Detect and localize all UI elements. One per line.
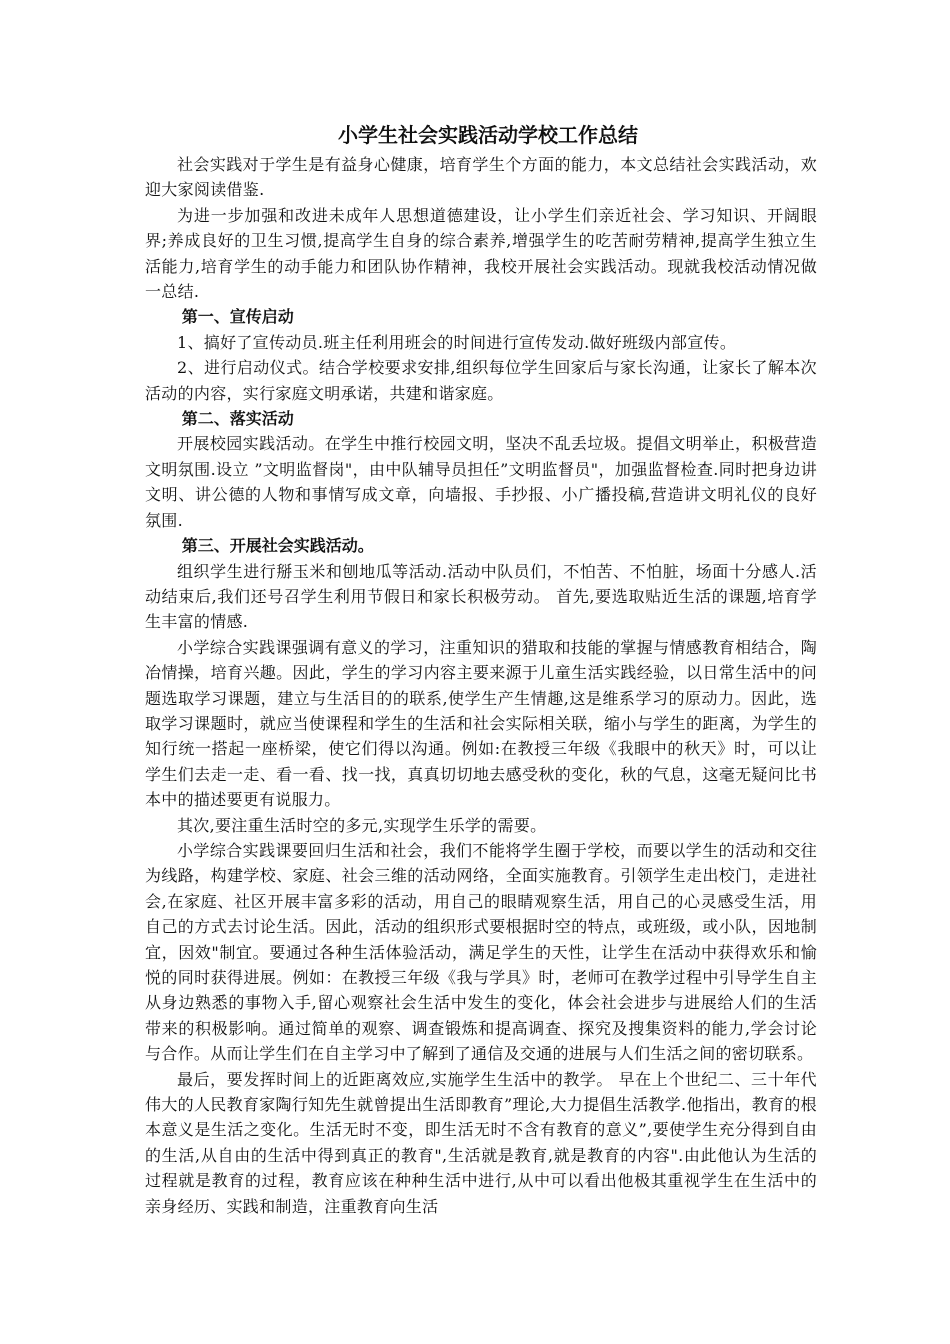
section-3-paragraph-1: 组织学生进行掰玉米和刨地瓜等活动.活动中队员们，不怕苦、不怕脏，场面十分感人.活动结束后,我们还号召学生利用节假日和家长积极劳动。 首先,要选取贴近生活的课题,培育学生丰富的情感. [145,561,817,632]
section-3-paragraph-4: 小学综合实践课要回归生活和社会，我们不能将学生圈于学校，而要以学生的活动和交往为线路，构建学校、家庭、社会三维的活动网络，全面实施教育。引领学生走出校门，走进社会,在家庭、社区开展丰富多彩的活动，用自己的眼睛观察生活，用自己的心灵感受生活，用自己的方式去讨论生活。因此，活动的组织形式要根据时空的特点，或班级，或小队，因地制宜，因效"制宜。要通过各种生活体验活动，满足学生的天性，让学生在活动中获得欢乐和愉悦的同时获得进展。例如：在教授三年级《我与学具》时，老师可在教学过程中引导学生自主从身边熟悉的事物入手,留心观察社会生活中发生的变化，体会社会进步与进展给人们的生活带来的积极影响。通过简单的观察、调查锻炼和提高调查、探究及搜集资料的能力,学会讨论与合作。从而让学生们在自主学习中了解到了通信及交通的进展与人们生活之间的密切联系。 [145,840,817,1064]
section-3-paragraph-2: 小学综合实践课强调有意义的学习，注重知识的猎取和技能的掌握与情感教育相结合，陶冶情操，培育兴趣。因此，学生的学习内容主要来源于儿童生活实践经验，以日常生活中的问题选取学习课题，建立与生活目的的联系,使学生产生情趣,这是维系学习的原动力。因此，选取学习课题时，就应当使课程和学生的生活和社会实际相关联，缩小与学生的距离，为学生的知行统一搭起一座桥梁，使它们得以沟通。例如:在教授三年级《我眼中的秋天》时，可以让学生们去走一走、看一看、找一找，真真切切地去感受秋的变化，秋的气息，这毫无疑问比书本中的描述要更有说服力。 [145,637,817,810]
section-3-paragraph-5: 最后，要发挥时间上的近距离效应,实施学生生活中的教学。 早在上个世纪二、三十年代伟大的人民教育家陶行知先生就曾提出生活即教育”理论,大力提倡生活教学.他指出，教育的根本意义是生活之变化。生活无时不变，即生活无时不含有教育的意义”,要使学生充分得到自由的生活,从自由的生活中得到真正的教育",生活就是教育,就是教育的内容".由此他认为生活的过程就是教育的过程，教育应该在种种生活中进行,从中可以看出他极其重视学生在生活中的亲身经历、实践和制造，注重教育向生活 [145,1069,817,1216]
section-1-item-1: 1、搞好了宣传动员.班主任利用班会的时间进行宣传发动.做好班级内部宣传。 [177,332,737,352]
paragraph-1: 为进一步加强和改进未成年人思想道德建设，让小学生们亲近社会、学习知识、开阔眼界;养成良好的卫生习惯,提高学生自身的综合素养,增强学生的吃苦耐劳精神,提高学生独立生活能力,培育学生的动手能力和团队协作精神，我校开展社会实践活动。现就我校活动情况做一总结. [145,205,817,302]
intro-paragraph: 社会实践对于学生是有益身心健康，培育学生个方面的能力，本文总结社会实践活动，欢迎大家阅读借鉴. [145,155,817,200]
document-page [145,118,817,1219]
section-2-heading: 第二、落实活动 [181,409,294,429]
section-2-text: 开展校园实践活动。在学生中推行校园文明，坚决不乱丢垃圾。提倡文明举止，积极营造文明氛围.设立 ”文明监督岗"，由中队辅导员担任”文明监督员"，加强监督检查.同时把身边讲文明、讲公德的人物和事情写成文章，向墙报、手抄报、小广播投稿,营造讲文明礼仪的良好氛围. [145,434,817,530]
section-1-item-2: 2、进行启动仪式。结合学校要求安排,组织每位学生回家后与家长沟通，让家长了解本次活动的内容，实行家庭文明承诺，共建和谐家庭。 [145,358,817,403]
document-title: 小学生社会实践活动学校工作总结 [338,123,638,147]
section-1-heading: 第一、宣传启动 [181,307,294,327]
section-3-heading: 第三、开展社会实践活动。 [181,536,374,556]
section-3-paragraph-3: 其次,要注重生活时空的多元,实现学生乐学的需要。 [177,815,547,835]
